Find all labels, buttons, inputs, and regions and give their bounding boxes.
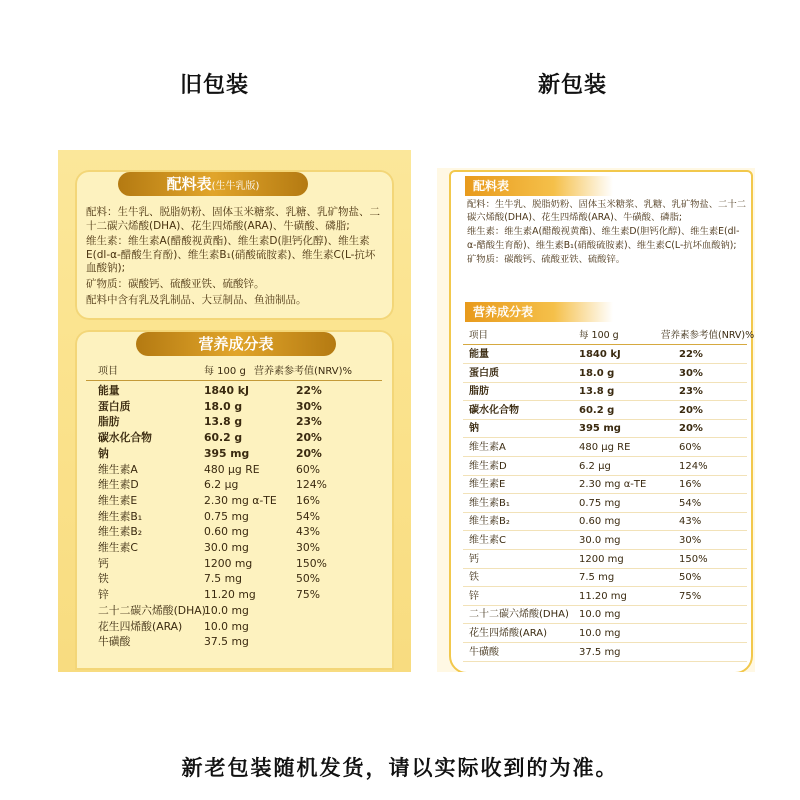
nutrient-name: 花生四烯酸(ARA) [98,619,183,633]
new-package-label: 新包装 [538,73,608,98]
nutrient-name: 维生素E [469,479,506,491]
nutrient-name: 钠 [98,446,109,460]
nutrient-amount: 10.0 mg [204,603,249,617]
nutrient-name: 维生素E [98,493,138,507]
nutrition-row [463,588,747,606]
nutrient-name: 脂肪 [469,386,489,398]
nutrient-nrv: 20% [679,404,703,416]
nutrient-nrv: 75% [679,590,702,602]
nutrient-amount: 60.2 g [579,404,615,416]
nutrient-amount: 480 μg RE [204,462,260,476]
nutrient-nrv: 50% [679,572,702,584]
nutrition-row [86,557,382,571]
nutrition-row [463,402,747,420]
nutrient-name: 铁 [469,572,479,584]
nutrient-nrv: 43% [679,516,702,528]
nutrient-nrv: 30% [296,399,322,413]
nutrient-nrv: 150% [679,553,708,565]
nutrient-name: 蛋白质 [98,399,131,413]
nutrient-name: 碳水化合物 [469,404,519,416]
new-ingredients-line: 矿物质：碳酸钙、硫酸亚铁、硫酸锌。 [467,253,626,265]
nutrient-nrv: 16% [679,479,702,491]
nutrient-name: 脂肪 [98,415,120,429]
nutrient-nrv: 20% [296,431,322,445]
column-header-nrv: 营养素参考值(NRV)% [254,366,353,377]
nutrition-row [463,346,747,364]
nutrient-name: 花生四烯酸(ARA) [469,628,548,639]
nutrient-name: 维生素D [98,478,139,492]
nutrient-name: 锌 [469,590,479,602]
column-header-item: 项目 [469,330,489,341]
old-ingredients-text [86,206,382,309]
nutrition-row [463,606,747,624]
footer-note: 新老包装随机发货，请以实际收到的为准。 [181,756,619,780]
nutrient-amount: 10.0 mg [204,619,249,633]
column-header-item: 项目 [98,366,118,377]
nutrient-name: 牛磺酸 [469,646,499,658]
nutrient-nrv: 150% [296,556,327,570]
nutrient-amount: 6.2 μg [204,478,239,492]
old-nutrition-header [86,362,382,381]
nutrition-row [86,635,382,649]
nutrition-row [463,439,747,457]
new-ingredients-line: 配料：生牛乳、脱脂奶粉、固体玉米糖浆、乳糖、乳矿物盐、二十二碳六烯酸(DHA)、花生四烯酸(ARA)、牛磺酸、磷脂; [467,199,746,224]
new-nutrition-title: 营养成分表 [465,302,613,322]
nutrient-amount: 0.75 mg [204,509,249,523]
old-ingredients-line: 配料：生牛乳、脱脂奶粉、固体玉米糖浆、乳糖、乳矿物盐、二十二碳六烯酸(DHA)、花生四烯酸(ARA)、牛磺酸、磷脂; [86,206,380,232]
nutrient-nrv: 30% [679,535,702,546]
nutrient-nrv: 54% [296,509,320,523]
old-ingredients-line: 矿物质：碳酸钙、硫酸亚铁、硫酸锌。 [86,277,265,290]
nutrient-name: 维生素C [98,541,138,554]
nutrient-nrv: 22% [296,384,322,397]
nutrient-name: 维生素B₂ [469,516,510,528]
nutrient-name: 钙 [469,553,479,565]
nutrient-amount: 7.5 mg [579,572,615,584]
nutrition-row [86,431,382,445]
nutrition-row [86,620,382,634]
nutrient-amount: 18.0 g [579,367,615,379]
nutrition-row [86,463,382,477]
nutrient-name: 碳水化合物 [98,431,152,445]
nutrient-nrv: 124% [296,478,327,492]
nutrient-name: 维生素B₁ [98,509,143,523]
nutrition-row [86,604,382,618]
nutrient-amount: 6.2 μg [579,460,611,472]
nutrient-amount: 2.30 mg α-TE [204,493,277,507]
nutrient-name: 二十二碳六烯酸(DHA) [98,603,206,617]
nutrient-amount: 13.8 g [579,386,615,398]
nutrition-row [463,476,747,494]
nutrient-amount: 60.2 g [204,431,243,445]
old-package-label: 旧包装 [180,73,250,98]
nutrient-name: 维生素B₂ [98,525,143,539]
nutrient-amount: 37.5 mg [204,635,249,649]
nutrient-amount: 395 mg [579,423,621,435]
nutrition-row [463,495,747,513]
nutrient-amount: 0.60 mg [579,516,621,528]
nutrient-amount: 480 μg RE [579,442,631,453]
nutrient-name: 蛋白质 [469,367,499,379]
nutrition-row [86,525,382,539]
nutrient-nrv: 75% [296,588,320,602]
nutrient-amount: 395 mg [204,446,250,460]
nutrient-name: 能量 [98,384,120,397]
column-header-nrv: 营养素参考值(NRV)% [661,330,755,341]
new-ingredients-line: 维生素：维生素A(醋酸视黄酯)、维生素D(胆钙化醇)、维生素E(dl-α-醋酸生育酚)、维生素B₁(硝酸硫胺素)、维生素C(L-抗坏血酸钠); [467,226,740,251]
nutrient-amount: 18.0 g [204,399,243,413]
nutrient-amount: 37.5 mg [579,646,621,658]
nutrient-nrv: 22% [679,349,703,360]
nutrition-row [463,458,747,476]
nutrient-nrv: 16% [296,493,320,507]
nutrition-row [463,569,747,587]
nutrition-row [463,532,747,550]
nutrient-name: 维生素A [98,462,138,476]
old-package-panel [58,150,411,672]
nutrient-amount: 10.0 mg [579,609,621,621]
nutrition-row [86,494,382,508]
nutrient-name: 二十二碳六烯酸(DHA) [469,609,569,621]
nutrient-nrv: 124% [679,460,708,472]
old-ingredients-title: 配料表 [166,175,212,193]
nutrition-row [86,541,382,555]
nutrition-row [86,572,382,586]
column-header-per100g: 每 100 g [204,366,246,377]
old-nutrition-title: 营养成分表 [136,332,336,356]
nutrient-amount: 0.75 mg [579,497,621,509]
new-package-panel [437,168,755,672]
old-ingredients-line: 维生素：维生素A(醋酸视黄酯)、维生素D(胆钙化醇)、维生素E(dl-α-醋酸生育酚)、维生素B₁(硝酸硫胺素)、维生素C(L-抗坏血酸钠); [86,235,376,275]
new-ingredients-title: 配料表 [465,176,613,196]
nutrition-row [86,384,382,398]
nutrition-row [86,510,382,524]
old-ingredients-line: 配料中含有乳及乳制品、大豆制品、鱼油制品。 [86,293,307,306]
nutrient-amount: 1200 mg [579,553,624,565]
nutrient-amount: 1840 kJ [579,349,621,360]
nutrient-name: 维生素C [469,535,506,546]
nutrient-nrv: 20% [679,423,703,435]
nutrient-amount: 0.60 mg [204,525,249,539]
nutrient-nrv: 50% [296,572,320,586]
nutrient-nrv: 20% [296,446,322,460]
nutrition-row [86,588,382,602]
new-nutrition-header [463,328,755,345]
nutrient-nrv: 60% [679,442,702,453]
nutrient-amount: 13.8 g [204,415,243,429]
nutrient-nrv: 60% [296,462,320,476]
nutrient-nrv: 23% [296,415,322,429]
nutrient-nrv: 23% [679,386,703,398]
nutrient-name: 钙 [98,556,109,570]
nutrient-amount: 30.0 mg [204,541,249,554]
nutrient-amount: 11.20 mg [204,588,256,602]
nutrient-nrv: 30% [296,541,320,554]
nutrient-amount: 10.0 mg [579,628,621,639]
nutrient-nrv: 54% [679,497,702,509]
nutrition-row [463,365,747,383]
nutrient-name: 锌 [98,588,109,602]
new-ingredients-text [467,198,747,267]
nutrient-name: 钠 [469,423,479,435]
old-ingredients-banner [118,172,308,196]
nutrient-amount: 2.30 mg α-TE [579,479,647,491]
nutrient-name: 牛磺酸 [98,635,131,649]
nutrition-row [463,551,747,569]
nutrition-row [463,513,747,531]
nutrient-name: 维生素D [469,460,507,472]
nutrient-name: 能量 [469,349,489,360]
nutrient-amount: 1840 kJ [204,384,250,397]
nutrition-row [86,478,382,492]
nutrition-row [86,415,382,429]
nutrient-amount: 11.20 mg [579,590,627,602]
nutrition-row [86,447,382,461]
nutrient-name: 铁 [98,572,109,586]
nutrition-row [463,383,747,401]
nutrition-row [463,420,747,438]
old-ingredients-subtitle: (生牛乳版) [211,181,260,192]
nutrient-amount: 30.0 mg [579,535,621,546]
nutrient-name: 维生素A [469,442,506,453]
nutrient-nrv: 30% [679,367,703,379]
nutrient-amount: 1200 mg [204,556,253,570]
nutrition-row [463,644,747,662]
column-header-per100g: 每 100 g [579,330,619,341]
nutrient-nrv: 43% [296,525,320,539]
nutrient-name: 维生素B₁ [469,497,510,509]
nutrition-row [463,625,747,643]
nutrient-amount: 7.5 mg [204,572,242,586]
nutrition-row [86,400,382,414]
